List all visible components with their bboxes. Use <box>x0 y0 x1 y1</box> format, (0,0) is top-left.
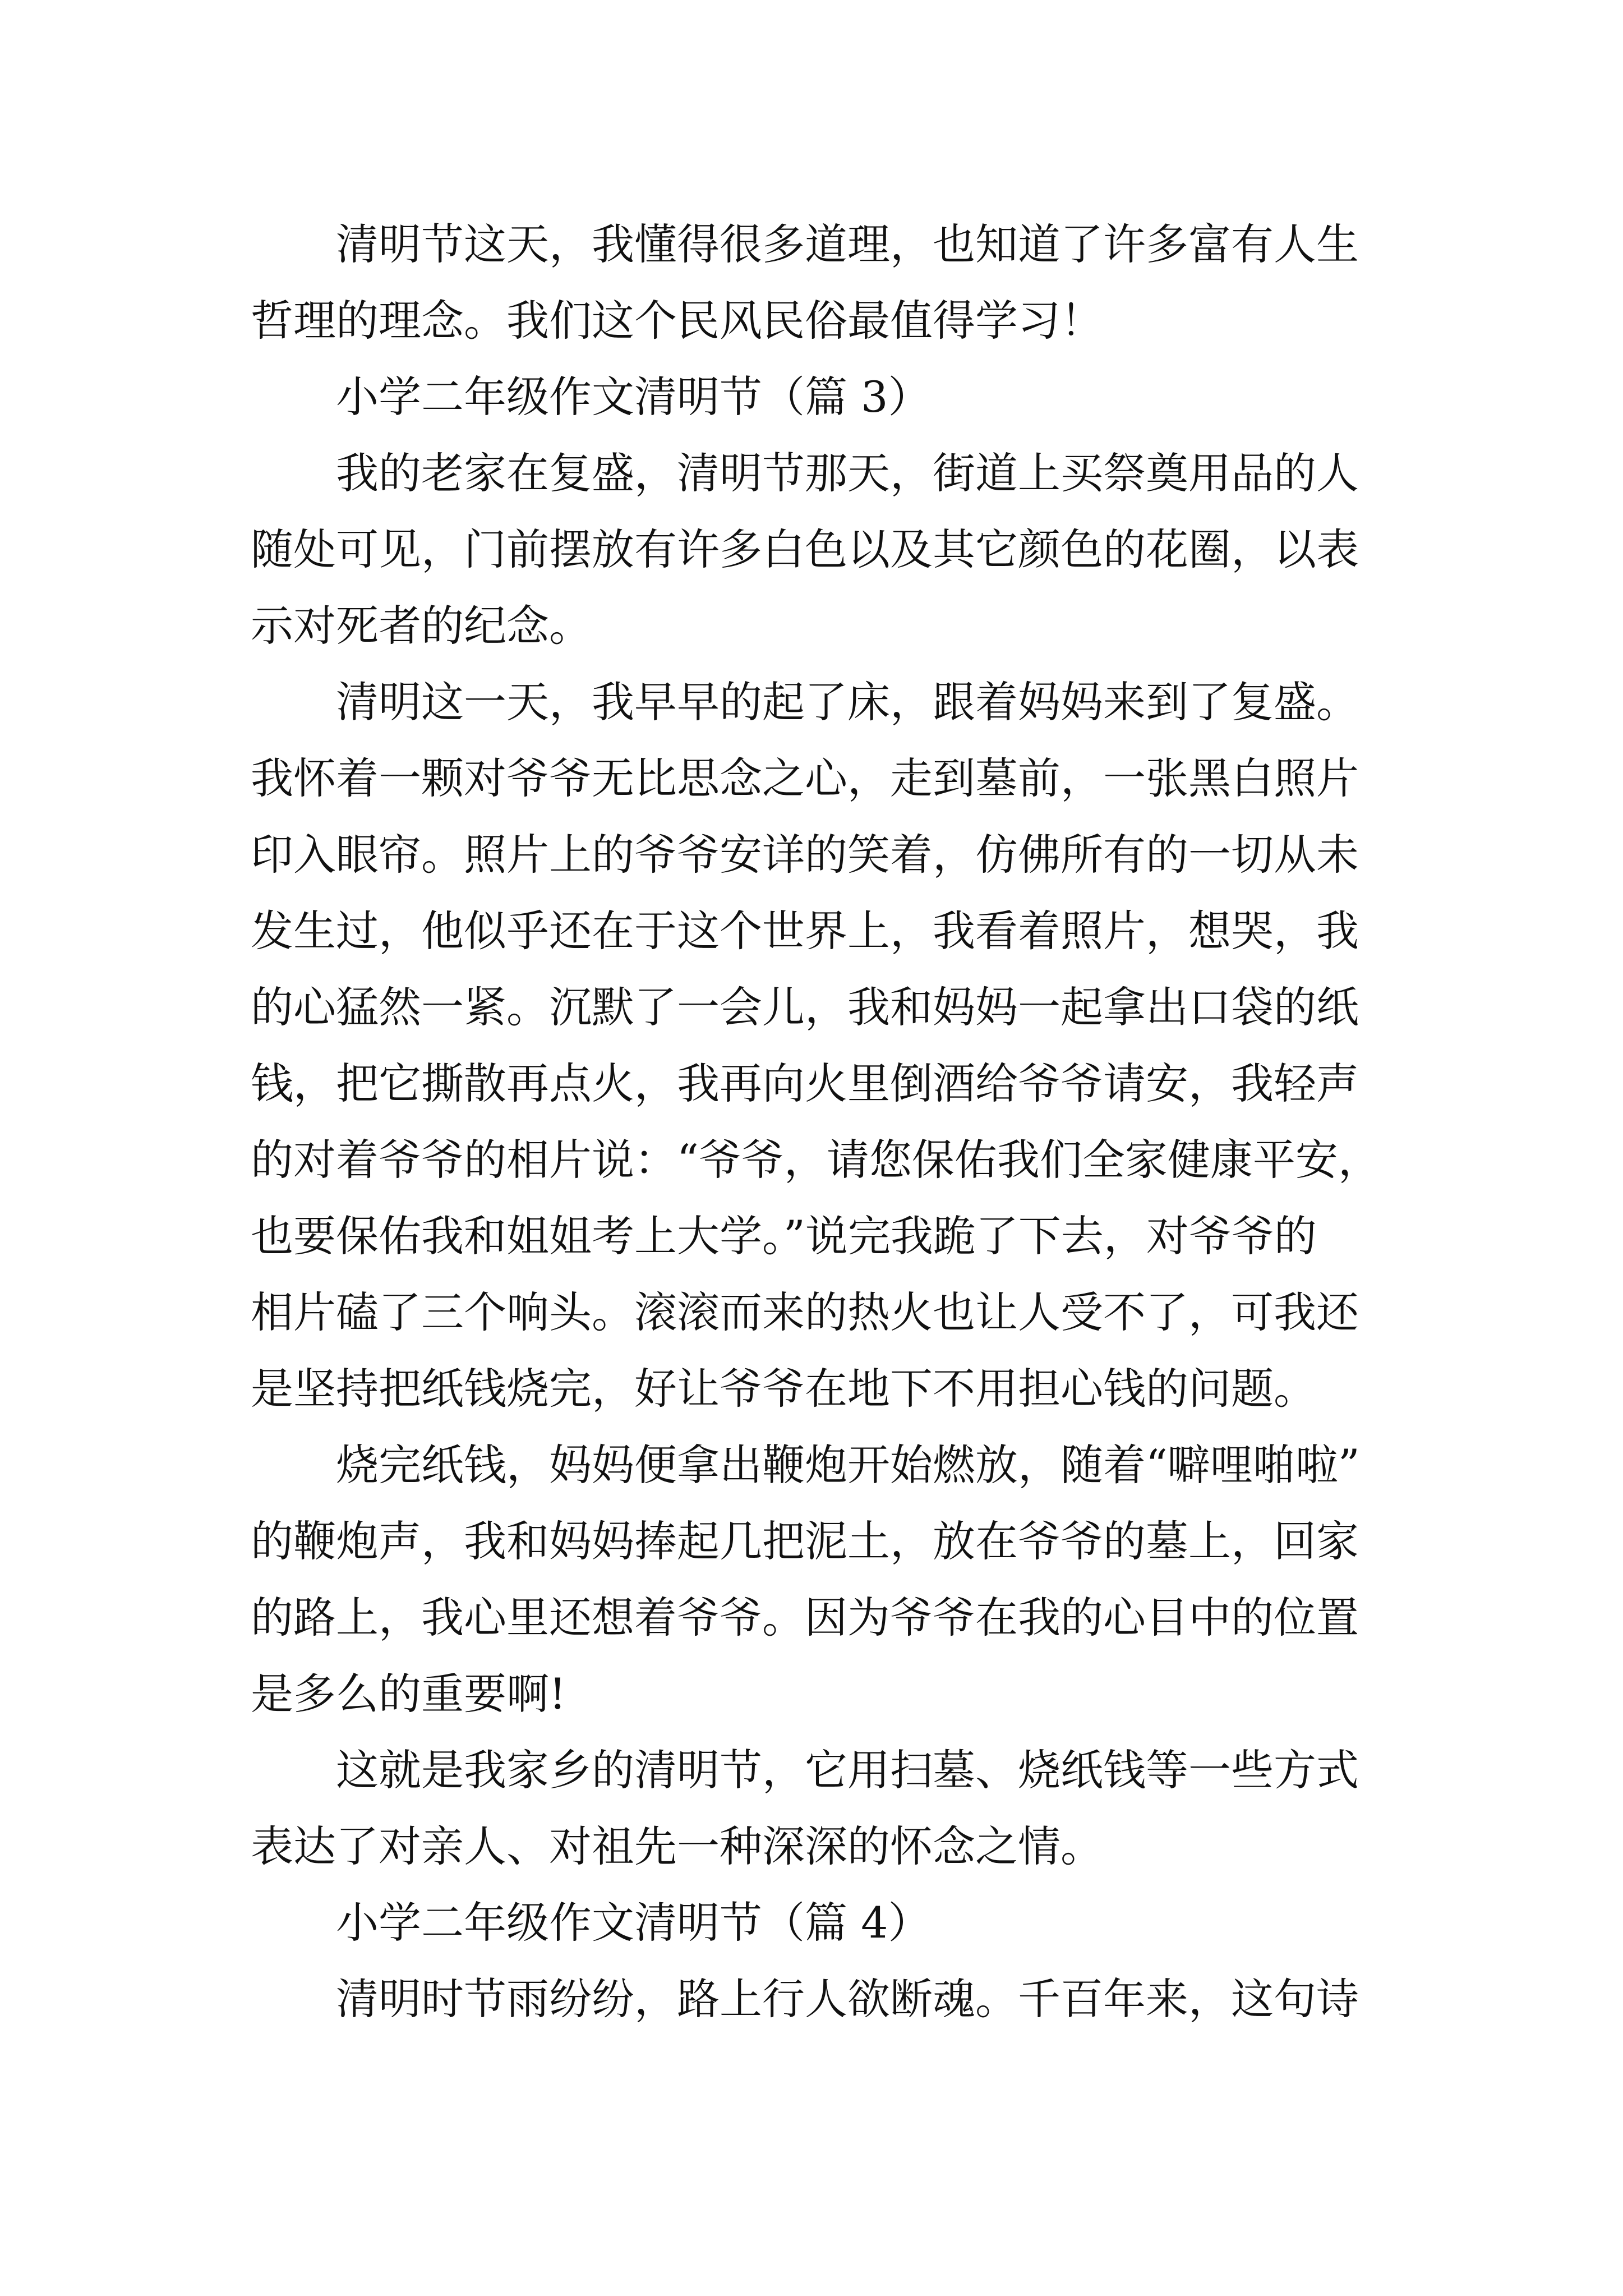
text-line: 是坚持把纸钱烧完，好让爷爷在地下不用担心钱的问题。 <box>251 1364 1316 1414</box>
paragraph <box>251 1427 1384 1732</box>
text-line: 钱，把它撕散再点火，我再向火里倒酒给爷爷请安，我轻声 <box>251 1059 1359 1108</box>
text-line: 烧完纸钱，妈妈便拿出鞭炮开始燃放，随着“噼哩啪啦” <box>336 1440 1360 1490</box>
section-heading <box>251 1885 1384 1961</box>
paragraph <box>251 1732 1384 1885</box>
text-line: 哲理的理念。我们这个民风民俗最值得学习！ <box>251 296 1103 346</box>
text-line: 表达了对亲人、对祖先一种深深的怀念之情。 <box>251 1821 1103 1871</box>
text-line: 的路上，我心里还想着爷爷。因为爷爷在我的心目中的位置 <box>251 1593 1359 1642</box>
heading-text: 小学二年级作文清明节（篇 3） <box>336 372 931 422</box>
text-line: 相片磕了三个响头。滚滚而来的热火也让人受不了，可我还 <box>251 1287 1359 1337</box>
text-line: 的鞭炮声，我和妈妈捧起几把泥土，放在爷爷的墓上，回家 <box>251 1516 1359 1566</box>
document-body <box>251 206 1384 2037</box>
text-line: 的心猛然一紧。沉默了一会儿，我和妈妈一起拿出口袋的纸 <box>251 982 1359 1032</box>
section-heading <box>251 359 1384 435</box>
text-line: 清明时节雨纷纷，路上行人欲断魂。千百年来，这句诗 <box>336 1974 1359 2024</box>
paragraph <box>251 664 1384 1427</box>
text-line: 清明节这天，我懂得很多道理，也知道了许多富有人生 <box>336 219 1359 269</box>
paragraph <box>251 435 1384 664</box>
heading-text: 小学二年级作文清明节（篇 4） <box>336 1898 931 1948</box>
text-line: 这就是我家乡的清明节，它用扫墓、烧纸钱等一些方式 <box>336 1745 1359 1795</box>
text-line: 印入眼帘。照片上的爷爷安详的笑着，仿佛所有的一切从未 <box>251 830 1359 880</box>
text-line: 示对死者的纪念。 <box>251 601 592 651</box>
text-line: 随处可见，门前摆放有许多白色以及其它颜色的花圈，以表 <box>251 524 1359 574</box>
text-line: 的对着爷爷的相片说：“爷爷，请您保佑我们全家健康平安， <box>251 1135 1381 1185</box>
paragraph <box>251 206 1384 359</box>
text-line: 清明这一天，我早早的起了床，跟着妈妈来到了复盛。 <box>336 677 1359 727</box>
text-line: 发生过，他似乎还在于这个世界上，我看着照片，想哭，我 <box>251 906 1359 956</box>
text-line: 我怀着一颗对爷爷无比思念之心，走到墓前，一张黑白照片 <box>251 753 1359 803</box>
text-line: 也要保佑我和姐姐考上大学。”说完我跪了下去，对爷爷的 <box>251 1211 1317 1261</box>
text-line: 我的老家在复盛，清明节那天，街道上买祭奠用品的人 <box>336 448 1359 498</box>
text-line: 是多么的重要啊! <box>251 1669 566 1719</box>
paragraph <box>251 1961 1384 2037</box>
